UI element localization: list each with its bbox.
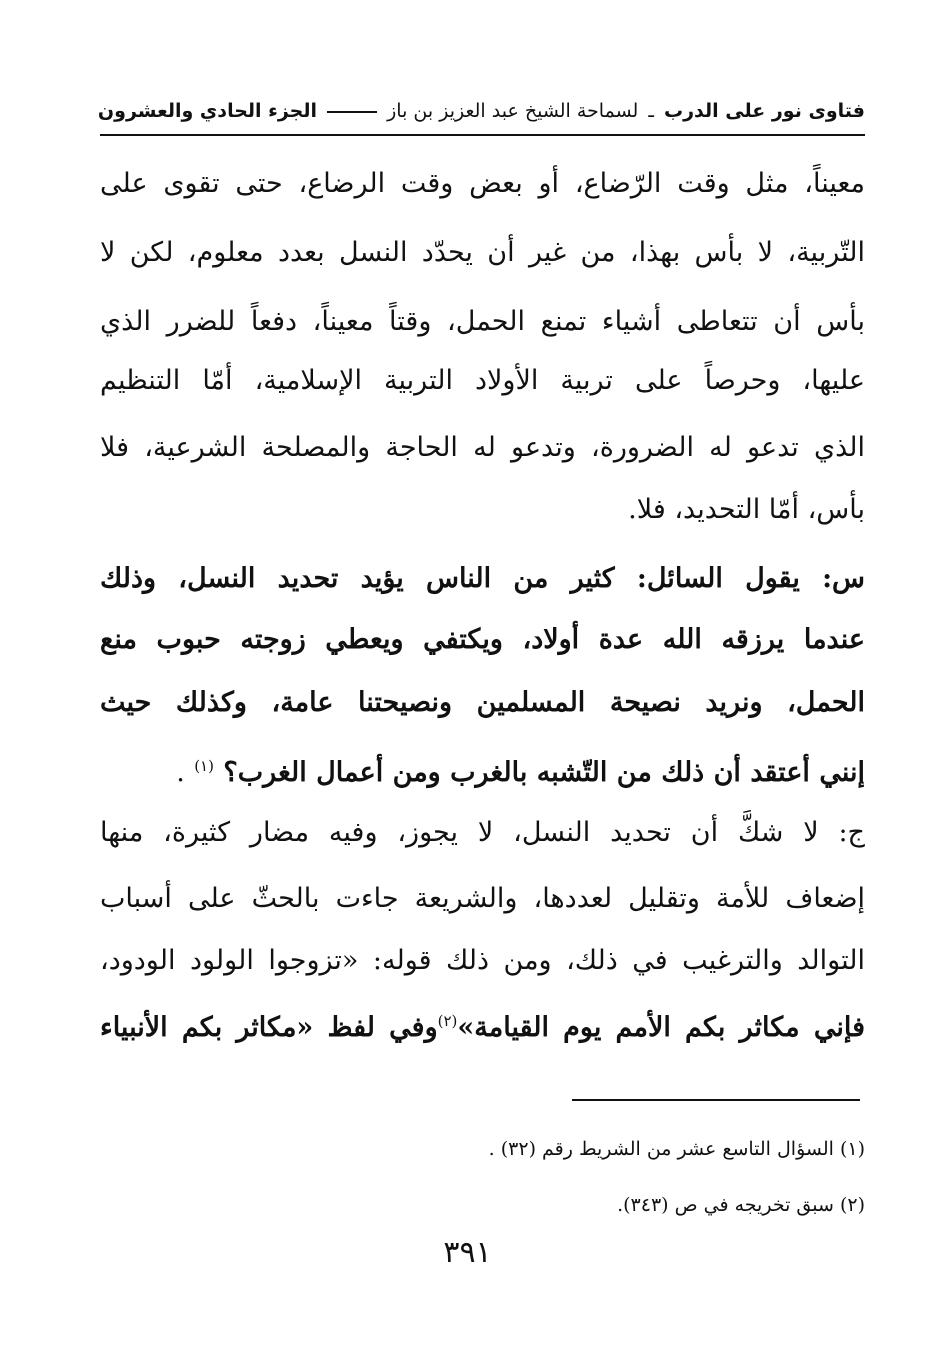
- line-end-period: .: [176, 757, 185, 788]
- body-line: بأس، أمّا التحديد، فلا.: [628, 494, 865, 525]
- body-line: التّربية، لا بأس بهذا، من غير أن يحدّد النسل بعدد معلوم، لكن لا: [100, 237, 865, 268]
- question-line: [100, 548, 865, 610]
- question-line: الحمل، ونريد نصيحة المسلمين ونصيحتنا عامة، وكذلك حيث: [100, 687, 866, 718]
- question-line: [100, 735, 865, 797]
- body-line: بأس أن تتعاطى أشياء تمنع الحمل، وقتاً معيناً، دفعاً للضرر الذي: [100, 306, 865, 337]
- footnote-separator: [572, 1099, 860, 1101]
- hadith-quote: فإني مكاثر بكم الأمم يوم القيامة»: [457, 1012, 865, 1043]
- running-header: [97, 100, 865, 132]
- footnote-ref-1[interactable]: (١): [194, 757, 214, 775]
- hadith-variant: وفي لفظ «مكاثر بكم الأنبياء: [100, 1012, 438, 1043]
- question-text: س: يقول السائل: كثير من الناس يؤيد تحديد النسل، وذلك: [100, 563, 865, 594]
- volume-part: الجزء الحادي والعشرون: [97, 100, 318, 122]
- footnote-1: (١) السؤال التاسع عشر من الشريط رقم (٣٢) .: [488, 1138, 865, 1160]
- header-separator-line: [327, 111, 377, 113]
- footnote-ref-2[interactable]: (٢): [437, 1012, 458, 1030]
- question-line: عندما يرزقه الله عدة أولاد، ويكتفي ويعطي زوجته حبوب منع: [100, 624, 865, 655]
- body-line: معيناً، مثل وقت الرّضاع، أو بعض وقت الرضاع، حتى تقوى على: [100, 168, 865, 199]
- book-title: فتاوى نور على الدرب: [664, 100, 865, 122]
- author-name: لسماحة الشيخ عبد العزيز بن باز: [387, 100, 639, 122]
- question-text: إنني أعتقد أن ذلك من التّشبه بالغرب ومن أعمال الغرب؟: [223, 757, 865, 788]
- header-rule: [100, 134, 865, 136]
- header-dash: ـ: [648, 100, 654, 122]
- page-number: ٣٩١: [443, 1235, 492, 1270]
- answer-line: إضعاف للأمة وتقليل لعددها، والشريعة جاءت بالحثّ على أسباب: [100, 883, 865, 914]
- answer-line: التوالد والترغيب في ذلك، ومن ذلك قوله: «تزوجوا الولود الودود،: [100, 945, 865, 976]
- footnote-2: (٢) سبق تخريجه في ص (٣٤٣).: [617, 1194, 865, 1216]
- body-line: عليها، وحرصاً على تربية الأولاد التربية الإسلامية، أمّا التنظيم: [100, 365, 865, 396]
- body-line: الذي تدعو له الضرورة، وتدعو له الحاجة والمصلحة الشرعية، فلا: [100, 432, 865, 463]
- answer-line: [100, 990, 865, 1052]
- answer-line: ج: لا شكَّ أن تحديد النسل، لا يجوز، وفيه مضار كثيرة، منها: [100, 817, 865, 848]
